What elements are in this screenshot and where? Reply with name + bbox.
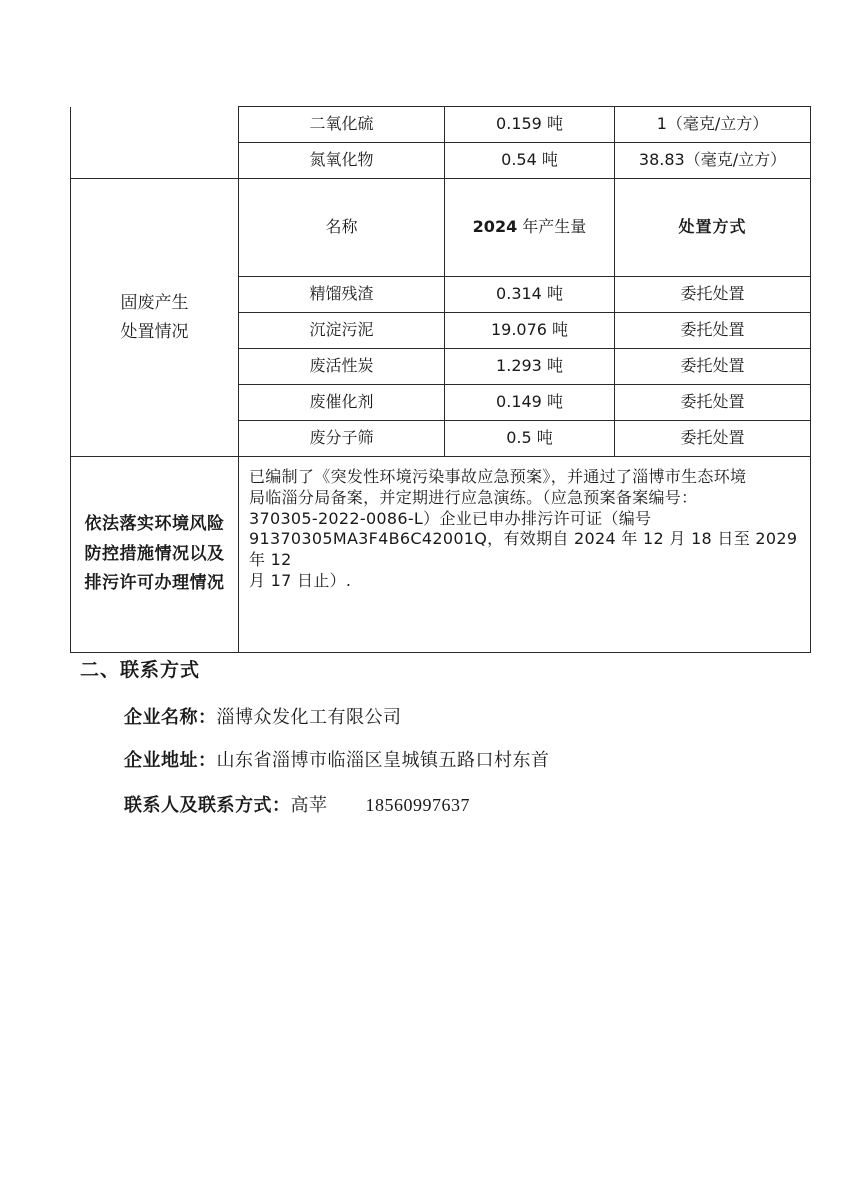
waste-amount: 1.293 吨: [445, 349, 615, 385]
risk-text-line: 91370305MA3F4B6C42001Q，有效期自 2024 年 12 月 18 日至 2029 年 12: [249, 529, 798, 570]
waste-method: 委托处置: [615, 385, 811, 421]
emission-concentration: 38.83（毫克/立方）: [615, 143, 811, 179]
contact-section-title: 二、联系方式: [80, 659, 201, 681]
company-name-value: 淄博众发化工有限公司: [216, 707, 402, 728]
risk-text-line: 已编制了《突发性环境污染事故应急预案》，并通过了淄博市生态环境: [249, 467, 747, 486]
company-address-value: 山东省淄博市临淄区皇城镇五路口村东首: [216, 750, 550, 771]
waste-name: 精馏残渣: [239, 277, 445, 313]
contact-person-label: 联系人及联系方式：: [124, 795, 291, 816]
emission-concentration: 1（毫克/立方）: [615, 107, 811, 143]
header-method: 处置方式: [615, 179, 811, 277]
company-name-label: 企业名称：: [124, 707, 217, 728]
risk-text-line: 370305-2022-0086-L）企业已申办排污许可证（编号: [249, 508, 652, 528]
waste-name: 废催化剂: [239, 385, 445, 421]
waste-method: 委托处置: [615, 349, 811, 385]
risk-label-cell: [71, 457, 239, 653]
emission-row: [71, 107, 811, 143]
risk-text-cell: [239, 457, 811, 653]
waste-name: 废分子筛: [239, 421, 445, 457]
waste-amount: 0.314 吨: [445, 277, 615, 313]
header-name: 名称: [239, 179, 445, 277]
header-amount: [445, 179, 615, 277]
contact-person-line: [124, 791, 470, 817]
environment-info-table: [70, 106, 811, 653]
waste-name: 废活性炭: [239, 349, 445, 385]
emission-amount: 0.54 吨: [445, 143, 615, 179]
risk-text-line: 月 17 日止）.: [249, 570, 352, 590]
contact-person-name: 高苹: [290, 795, 328, 816]
emission-category-cell: [71, 107, 239, 179]
risk-label-line: 防控措施情况以及: [84, 543, 225, 564]
solid-waste-category-line1: 固废产生: [120, 293, 189, 314]
waste-method: 委托处置: [615, 421, 811, 457]
solid-waste-header-row: [71, 179, 811, 277]
solid-waste-category-line2: 处置情况: [120, 321, 189, 342]
waste-amount: 19.076 吨: [445, 313, 615, 349]
header-amount-suffix: 年产生量: [522, 217, 587, 237]
emission-amount: 0.159 吨: [445, 107, 615, 143]
risk-label-line: 依法落实环境风险: [84, 513, 225, 534]
risk-text-line: 局临淄分局备案，并定期进行应急演练。（应急预案备案编号：: [249, 487, 698, 507]
risk-row: [71, 457, 811, 653]
company-name-line: [124, 703, 402, 729]
emission-name: 二氧化硫: [239, 107, 445, 143]
waste-amount: 0.149 吨: [445, 385, 615, 421]
waste-method: 委托处置: [615, 313, 811, 349]
waste-method: 委托处置: [615, 277, 811, 313]
waste-name: 沉淀污泥: [239, 313, 445, 349]
waste-amount: 0.5 吨: [445, 421, 615, 457]
contact-person-phone: 18560997637: [365, 795, 470, 815]
emission-name: 氮氧化物: [239, 143, 445, 179]
risk-label-line: 排污许可办理情况: [84, 573, 225, 594]
solid-waste-category-cell: [71, 179, 239, 457]
company-address-label: 企业地址：: [124, 750, 217, 771]
company-address-line: [124, 746, 550, 772]
header-amount-year: 2024: [472, 217, 518, 237]
